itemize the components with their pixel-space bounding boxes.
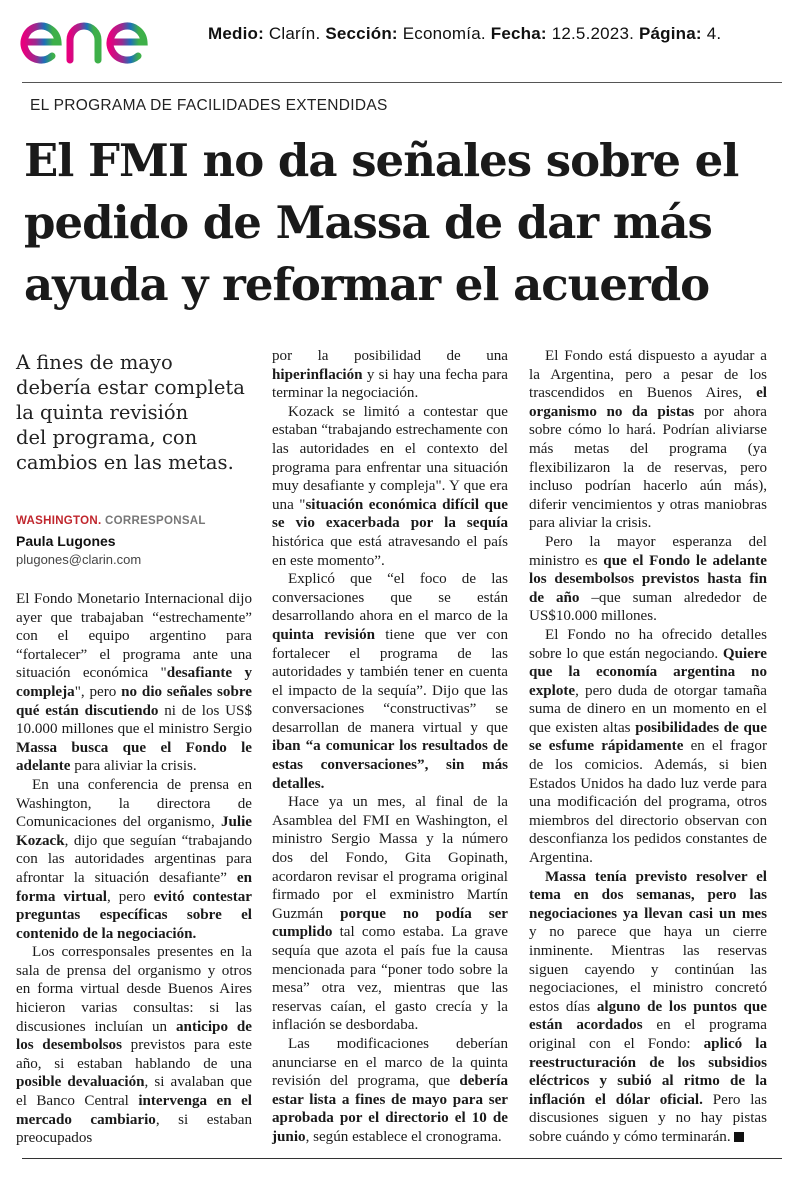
paragraph: Los corresponsales presentes en la sala de prensa del organismo y otros en forma virtual desde Buenos Aires hicieron varias consultas: si las discusiones incluían un anticipo de los desembolsos previstos para este año, si estaban hablando de una posible devaluación, si avalaban que el Banco Central intervenga en el mercado cambiario, si estaban preocupados bbox=[16, 944, 252, 1147]
enel-logo bbox=[18, 2, 188, 72]
headline-line: El FMI no da señales sobre el bbox=[24, 134, 739, 187]
header-divider bbox=[22, 82, 782, 83]
deck-line: la quinta revisión bbox=[16, 401, 189, 424]
paragraph: Kozack se limitó a contestar que estaban “trabajando estrechamente con las autoridades en el contexto del programa para enfrentar una situación muy desafiante y compleja". Y que era una "situación económica difícil que se vio exacerbada por la sequía histórica que está atravesando el país en este momento”. bbox=[272, 403, 508, 569]
medio-label: Medio: bbox=[208, 24, 264, 43]
clipping-header bbox=[0, 0, 800, 75]
pagina-value: 4. bbox=[706, 24, 722, 43]
article-column-1 bbox=[16, 590, 252, 1148]
article-kicker: EL PROGRAMA DE FACILIDADES EXTENDIDAS bbox=[30, 97, 388, 114]
end-of-article-mark bbox=[734, 1132, 744, 1142]
article-column-2 bbox=[272, 347, 508, 1147]
paragraph: El Fondo Monetario Internacional dijo ayer que trabajaban “estrechamente” con el equipo argentino para “fortalecer” el programa ante una situación económica "desafiante y compleja", pero no dio señales sobre qué están discutiendo ni de los US$ 10.000 millones que el ministro Sergio Massa busca que el Fondo le adelante para aliviar la crisis. bbox=[16, 591, 252, 775]
paragraph: por la posibilidad de una hiperinflación y si hay una fecha para terminar la negociación. bbox=[272, 348, 508, 402]
paragraph: Pero la mayor esperanza del ministro es que el Fondo le adelante los desembolsos previstos hasta fin de año –que suman alrededor de US$10.000 millones. bbox=[529, 533, 767, 625]
byline-email: plugones@clarin.com bbox=[16, 552, 142, 567]
byline-city: WASHINGTON. bbox=[16, 515, 102, 527]
paragraph: Las modificaciones deberían anunciarse en el marco de la quinta revisión del programa, que debería estar lista a fines de mayo para ser aprobada por el directorio el 10 de junio, según establece el cronograma. bbox=[272, 1035, 508, 1145]
byline-author: Paula Lugones bbox=[16, 533, 116, 549]
deck-line: del programa, con bbox=[16, 426, 198, 449]
seccion-label: Sección: bbox=[325, 24, 398, 43]
article-headline bbox=[24, 130, 784, 316]
byline-place bbox=[16, 515, 256, 527]
paragraph: En una conferencia de prensa en Washington, la directora de Comunicaciones del organismo, Julie Kozack, dijo que seguían “trabajando con las autoridades argentinas para afrontar la situación desafiante” en forma virtual, pero evitó contestar preguntas específicas sobre el contenido de la negociación. bbox=[16, 776, 252, 942]
fecha-label: Fecha: bbox=[490, 24, 547, 43]
pagina-label: Página: bbox=[638, 24, 702, 43]
headline-line: pedido de Massa de dar más bbox=[24, 196, 712, 249]
seccion-value: Economía. bbox=[402, 24, 486, 43]
paragraph: Explicó que “el foco de las conversaciones que se están desarrollando ahora en el marco de la quinta revisión tiene que ver con fortalecer el programa de las autoridades y también tener en cuenta el impacto de la sequía”. Dijo que las conversaciones “constructivas” se desarrollan de manera virtual y que iban “a comunicar los resultados de estas conversaciones”, sin más detalles. bbox=[272, 571, 508, 792]
medio-value: Clarín. bbox=[268, 24, 321, 43]
paragraph: Massa tenía previsto resolver el tema en dos semanas, pero las negociaciones ya llevan casi un mes y no parece que haya un cierre inminente. Mientras las reservas siguen cayendo y continúan las negociaciones, el ministro concretó estos días alguno de los puntos que están acordados en el programa original con el Fondo: aplicó la reestructuración de los subsidios eléctricos y subió al ritmo de la inflación el dólar oficial. Pero las discusiones siguen y no hay pistas sobre cuándo y cómo terminarán. bbox=[529, 868, 768, 1145]
paragraph: El Fondo no ha ofrecido detalles sobre lo que están negociando. Quiere que la economía argentina no explote, pero duda de otorgar tamaña suma de dinero en un momento en el que existen altas posibilidades de que se esfume rápidamente en el fragor de los comicios. Además, si bien Estados Unidos ha dado luz verde para una modificación del programa, otros miembros del directorio observan con desconfianza los pedidos constantes de Argentina. bbox=[529, 626, 767, 867]
byline-role: CORRESPONSAL bbox=[105, 515, 206, 527]
paragraph: El Fondo está dispuesto a ayudar a la Argentina, pero a pesar de los trascendidos en Buenos Aires, el organismo no da pistas por ahora sobre cómo lo hará. Podrían aliviarse más metas del programa (ya flexibilizaron la de reservas, pero incluso podrían hacerlo aún más), diferir vencimientos y otras maniobras para aliviar la crisis. bbox=[529, 348, 767, 532]
paragraph: Hace ya un mes, al final de la Asamblea del FMI en Washington, el ministro Sergio Massa y la número dos del Fondo, Gita Gopinath, acordaron revisar el programa original firmado por el exministro Martín Guzmán porque no podía ser cumplido tal como estaba. La grave sequía que azota el país fue la causa mencionada para “poner todo sobre la mesa” otra vez, mientras que las reservas caían, el gasto crecía y la inflación se desbordaba. bbox=[272, 794, 508, 1034]
article-column-3 bbox=[529, 347, 767, 1147]
clipping-meta bbox=[208, 24, 721, 44]
fecha-value: 12.5.2023. bbox=[551, 24, 635, 43]
deck-line: debería estar completa bbox=[16, 376, 245, 399]
article-deck bbox=[16, 350, 256, 475]
deck-line: cambios en las metas. bbox=[16, 451, 234, 474]
deck-line: A fines de mayo bbox=[16, 351, 173, 374]
headline-line: ayuda y reformar el acuerdo bbox=[24, 258, 710, 311]
footer-rule bbox=[22, 1158, 782, 1159]
article-byline bbox=[16, 515, 256, 567]
